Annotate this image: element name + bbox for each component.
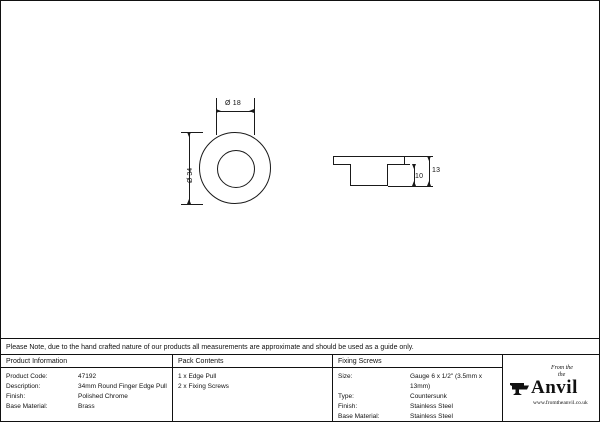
inner-dia-arrow-right [249,109,254,113]
table-row [6,372,172,382]
drawing-area [1,1,600,338]
screw-type-label: Type: [338,393,354,400]
body-depth-ext-top [388,164,410,165]
body-depth-arrow-top [412,164,416,169]
outer-diameter-label: Ø 34 [187,167,194,183]
inner-dia-ext-right [254,98,255,135]
pack-contents-body [173,368,332,392]
measurement-note: Please Note, due to the hand crafted nature of our products all measurements are approximate and should be used as a guide only. [1,338,600,355]
body-depth-label: 10 [415,173,424,180]
screw-base-material-label: Base Material: [338,413,380,420]
table-row [338,412,502,422]
flange-thickness-label: 13 [432,167,441,174]
table-row [338,372,502,392]
front-view-outer-circle [199,132,271,204]
screw-type-value: Countersunk [410,393,447,400]
total-height-arrow-top [427,156,431,161]
product-code-label: Product Code: [6,373,48,380]
screw-finish-value: Stainless Steel [410,403,453,410]
description-label: Description: [6,383,41,390]
product-information-header: Product Information [1,355,172,368]
list-item: 2 x Fixing Screws [178,383,229,390]
screw-finish-label: Finish: [338,403,358,410]
product-information-body [1,368,172,412]
fixing-screws-column [333,355,503,422]
table-row [338,402,502,412]
product-code-value: 47192 [78,373,97,380]
pack-contents-column [173,355,333,422]
inner-dia-ext-left [216,98,217,135]
outer-dia-ext-top [181,132,203,133]
fixing-screws-header: Fixing Screws [333,355,502,368]
screw-base-material-value: Stainless Steel [410,413,453,420]
body-depth-arrow-bottom [412,181,416,186]
table-row [6,402,172,412]
finish-label: Finish: [6,393,26,400]
finish-value: Polished Chrome [78,393,128,400]
outer-dia-arrow-top [187,132,191,137]
logo-website-url: www.fromtheanvil.co.uk [533,400,588,406]
fixing-screws-body [333,368,502,422]
from-the-anvil-logo [503,355,600,422]
base-material-value: Brass [78,403,95,410]
brand-column [503,355,600,422]
description-value: 34mm Round Finger Edge Pull [78,383,167,390]
outer-dia-ext-bottom [181,204,203,205]
list-item: 1 x Edge Pull [178,373,217,380]
table-row [6,392,172,402]
front-view-inner-circle [217,150,255,188]
inner-dia-arrow-left [216,109,221,113]
screw-size-label: Size: [338,373,353,380]
table-row [338,392,502,402]
body-depth-ext-bottom [388,186,410,187]
info-table [1,355,600,422]
inner-diameter-label: Ø 18 [225,100,241,107]
outer-dia-arrow-bottom [187,199,191,204]
product-information-column [1,355,173,422]
pack-contents-header: Pack Contents [173,355,332,368]
anvil-icon [509,377,531,397]
base-material-label: Base Material: [6,403,48,410]
side-view-body [350,164,388,186]
total-height-arrow-bottom [427,181,431,186]
screw-size-value: Gauge 6 x 1/2" (3.5mm x 13mm) [410,373,483,390]
logo-brand-name: Anvil [531,377,578,398]
logo-from-text: From the [551,365,573,371]
table-row [6,382,172,392]
logo-the-text: the [558,372,566,378]
